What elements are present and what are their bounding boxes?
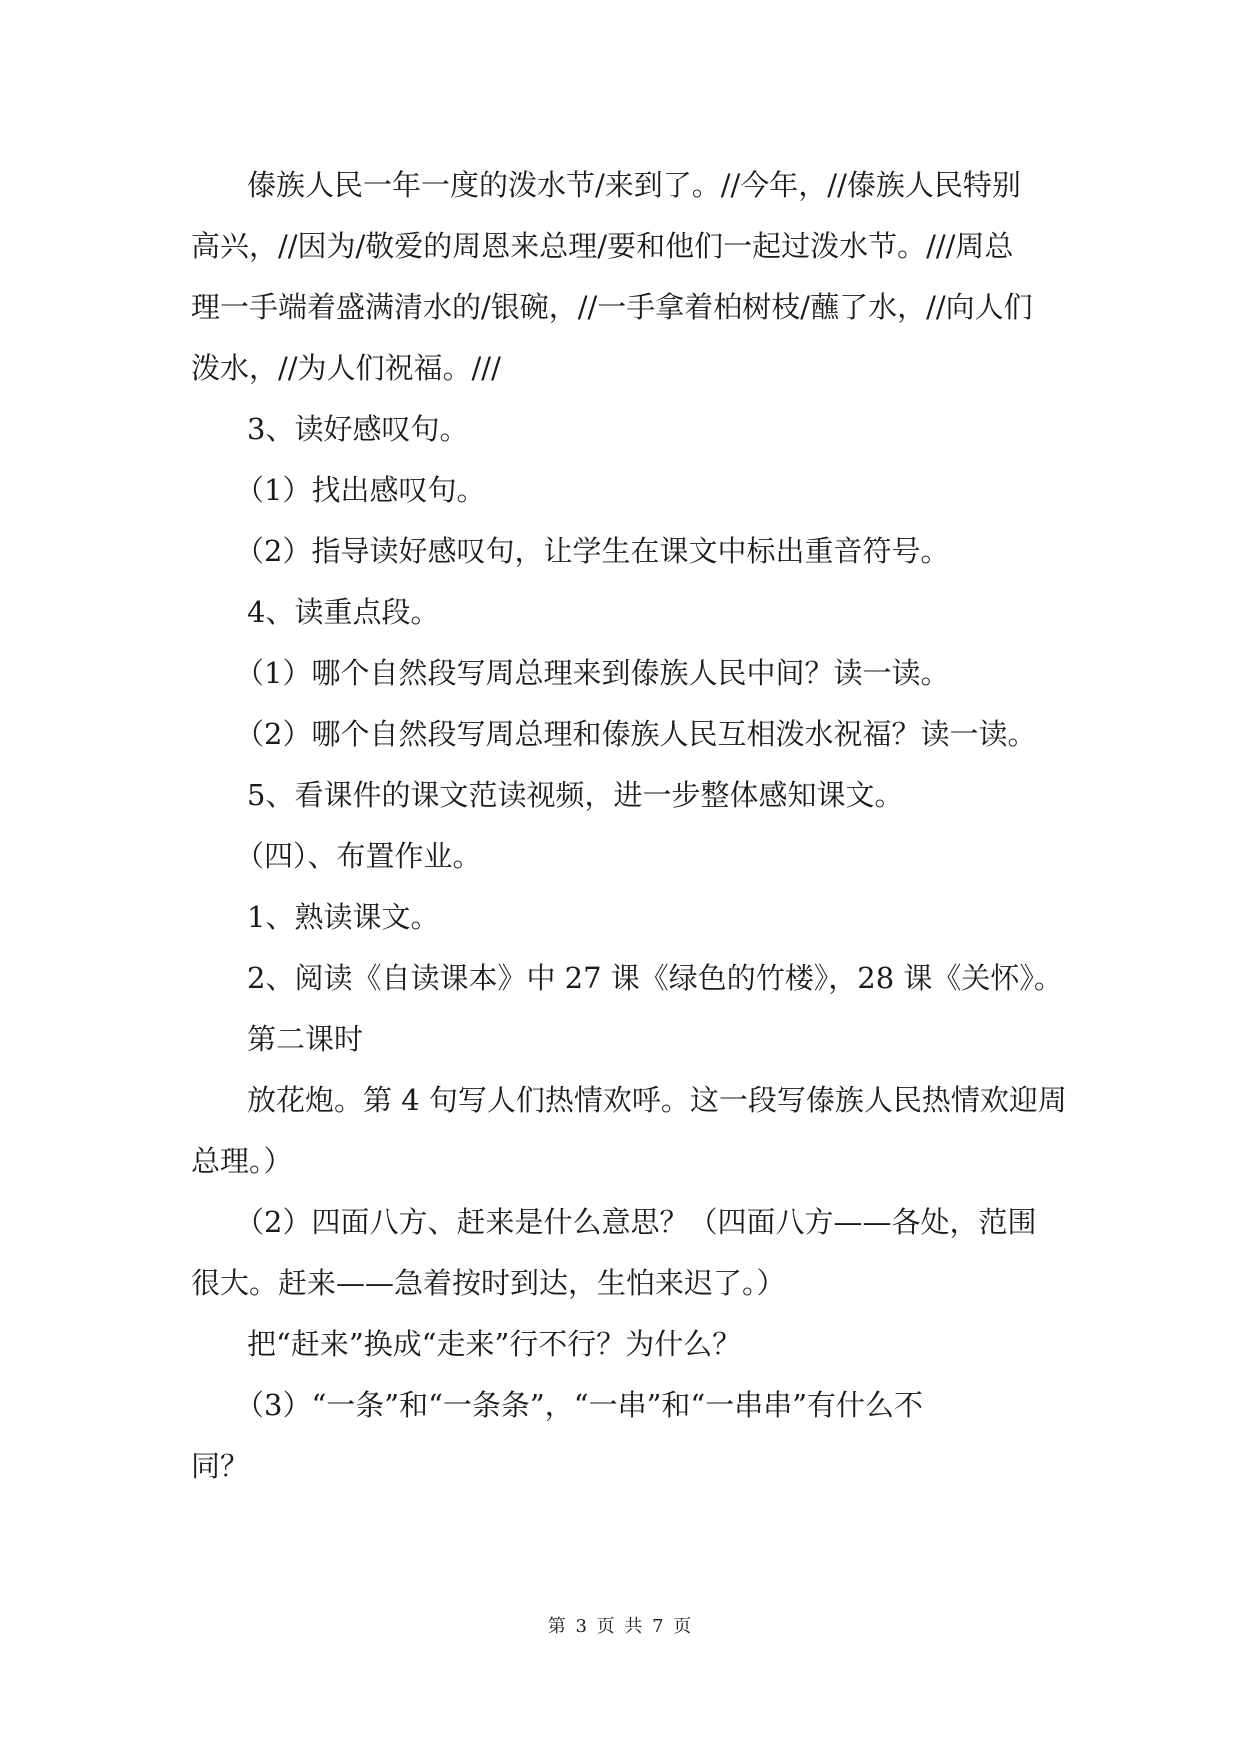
homework-item-2: [191, 948, 1063, 1009]
step-4-item-1: [191, 643, 1051, 704]
paragraph-line: （四）、布置作业。: [235, 839, 482, 873]
step-3-item-2: [191, 521, 1051, 582]
step-4-item-2: [191, 704, 1051, 765]
page-number-footer: 第 3 页 共 7 页: [547, 1616, 694, 1637]
paragraph-line: 泼水，//为人们祝福。///: [191, 351, 501, 385]
paragraph-line: （2）四面八方、赶来是什么意思？（四面八方——各处，范围: [235, 1205, 1037, 1239]
paragraph-line: 高兴，//因为/敬爱的周恩来总理/要和他们一起过泼水节。///周总: [191, 229, 1014, 263]
question-word-swap: [191, 1314, 1051, 1375]
paragraph-line: （3）“一条”和“一条条”，“一串”和“一串串”有什么不: [235, 1388, 924, 1422]
question-3: [191, 1375, 1051, 1497]
paragraph-line: 把“赶来”换成“走来”行不行？为什么？: [247, 1327, 742, 1361]
paragraph-line: （2）指导读好感叹句，让学生在课文中标出重音符号。: [235, 534, 950, 568]
paragraph-line: 总理。）: [191, 1144, 293, 1178]
paragraph-line: 很大。赶来——急着按时到达，生怕来迟了。）: [191, 1266, 786, 1300]
paragraph-line: （1）找出感叹句。: [235, 473, 486, 507]
paragraph-line: 2、阅读《自读课本》中 27 课《绿色的竹楼》，28 课《关怀》。: [247, 961, 1063, 995]
paragraph-line: 放花炮。第 4 句写人们热情欢呼。这一段写傣族人民热情欢迎周: [247, 1083, 1067, 1117]
paragraph-line: （2）哪个自然段写周总理和傣族人民互相泼水祝福？读一读。: [235, 717, 1037, 751]
paragraph-line: （1）哪个自然段写周总理来到傣族人民中间？读一读。: [235, 656, 950, 690]
paragraph-fireworks: [191, 1070, 1067, 1192]
paragraph-line: 1、熟读课文。: [247, 900, 440, 934]
paragraph-line: 理一手端着盛满清水的/银碗，//一手拿着柏树枝/蘸了水，//向人们: [191, 290, 1033, 324]
question-2: [191, 1192, 1051, 1314]
paragraph-water-festival: [191, 155, 1051, 399]
step-3-item-1: [191, 460, 1051, 521]
step-3-heading: [191, 399, 1051, 460]
paragraph-line: 4、读重点段。: [247, 595, 440, 629]
paragraph-line: 第二课时: [247, 1022, 364, 1056]
document-body: [191, 155, 1067, 1497]
homework-item-1: [191, 887, 1051, 948]
section-4-heading: [191, 826, 1051, 887]
paragraph-line: 同？: [191, 1449, 250, 1483]
paragraph-line: 5、看课件的课文范读视频，进一步整体感知课文。: [247, 778, 904, 812]
step-4-heading: [191, 582, 1051, 643]
step-5: [191, 765, 1051, 826]
paragraph-line: 傣族人民一年一度的泼水节/来到了。//今年，//傣族人民特别: [247, 168, 1021, 202]
second-lesson-heading: [191, 1009, 1051, 1070]
paragraph-line: 3、读好感叹句。: [247, 412, 469, 446]
